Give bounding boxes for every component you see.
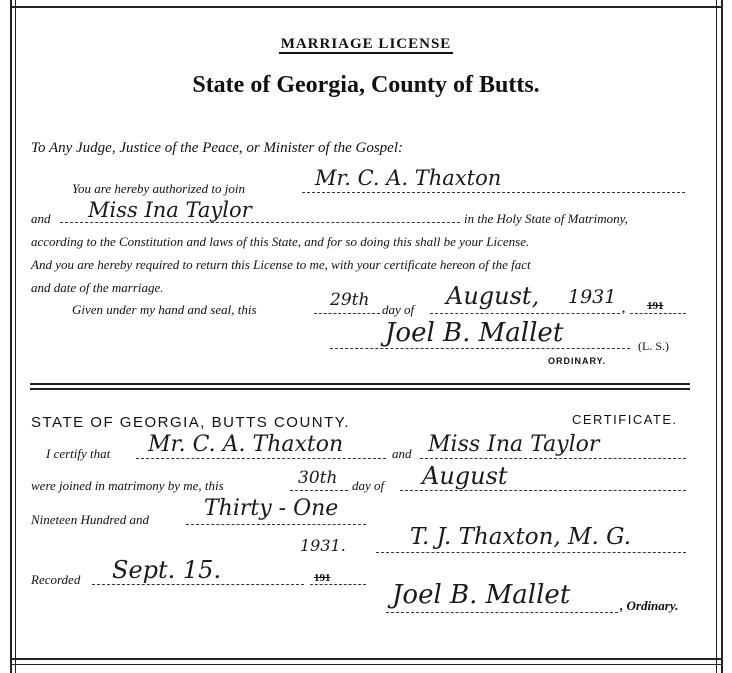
officiant-signature: T. J. Thaxton, M. G. (410, 524, 632, 550)
signature-line (330, 348, 630, 349)
cert-year-print: 191 (314, 572, 331, 584)
ordinary-caption: ORDINARY. (548, 356, 607, 366)
year-print-comma: , (622, 301, 625, 315)
holy-state-text: in the Holy State of Matrimony, (464, 211, 628, 226)
recorded-date: Sept. 15. (112, 556, 222, 584)
license-title: MARRIAGE LICENSE (280, 36, 452, 52)
return-text: And you are hereby required to return this License to me, with your certificate hereon of the fact (31, 257, 531, 272)
license-subtitle: State of Georgia, County of Butts. (192, 72, 540, 98)
ordinary-signature: Joel B. Mallet (392, 580, 571, 610)
ordinary-signature-line (386, 612, 618, 613)
given-month: August, (446, 282, 540, 310)
right-border-inner (716, 0, 717, 673)
cert-bride-name: Miss Ina Taylor (428, 432, 600, 457)
cert-day-of: day of (352, 478, 385, 493)
certificate-heading: CERTIFICATE. (572, 412, 678, 427)
section-divider-top (30, 383, 690, 385)
cert-bride-line (420, 458, 686, 459)
cert-year-print-line (310, 584, 366, 585)
given-year: 1931 (568, 286, 617, 308)
cert-groom-line (136, 458, 386, 459)
salutation: To Any Judge, Justice of the Peace, or Minister of the Gospel: (31, 140, 404, 156)
recorded-year: 1931. (300, 536, 346, 555)
given-text: Given under my hand and seal, this (72, 302, 257, 317)
cert-groom-name: Mr. C. A. Thaxton (148, 432, 344, 457)
authorize-text: You are hereby authorized to join (72, 181, 245, 196)
joined-text: were joined in matrimony by me, this (31, 478, 224, 493)
ls-mark: (L. S.) (638, 339, 669, 353)
bottom-border-inner (10, 664, 723, 665)
given-day-of: day of (382, 302, 415, 317)
left-border-inner (15, 0, 16, 673)
cert-month: August (422, 462, 508, 490)
date-of-marriage-text: and date of the marriage. (31, 280, 164, 295)
groom-line (302, 192, 685, 193)
year-words-line (186, 524, 366, 525)
cert-day: 30th (298, 468, 338, 488)
officiant-line (376, 552, 686, 553)
bride-name: Miss Ina Taylor (88, 198, 252, 222)
recorded-label: Recorded (31, 572, 81, 587)
groom-name: Mr. C. A. Thaxton (315, 166, 502, 190)
top-border (10, 6, 723, 8)
cert-year-words: Thirty - One (204, 496, 339, 521)
certificate-state-county: STATE OF GEORGIA, BUTTS COUNTY. (31, 414, 351, 431)
cert-and-text: and (392, 446, 412, 461)
section-divider-bottom (30, 388, 690, 390)
certify-text: I certify that (46, 446, 111, 461)
year-print-line (630, 313, 686, 314)
license-year-print: 191 (647, 300, 664, 312)
license-signature: Joel B. Mallet (385, 318, 564, 348)
bottom-border (10, 658, 723, 660)
and-text: and (31, 211, 51, 226)
nineteen-hundred-text: Nineteen Hundred and (31, 512, 149, 527)
cert-day-line (290, 490, 348, 491)
constitution-text: according to the Constitution and laws of this State, and for so doing this shall be your License. (31, 234, 530, 249)
given-day: 29th (330, 290, 370, 310)
recorded-date-line (92, 584, 304, 585)
cert-month-line (400, 490, 686, 491)
ordinary-label: , Ordinary. (620, 598, 679, 613)
right-border (721, 0, 723, 673)
given-day-line (314, 313, 380, 314)
given-month-line (430, 313, 620, 314)
bride-line (60, 222, 460, 223)
left-border (10, 0, 12, 673)
